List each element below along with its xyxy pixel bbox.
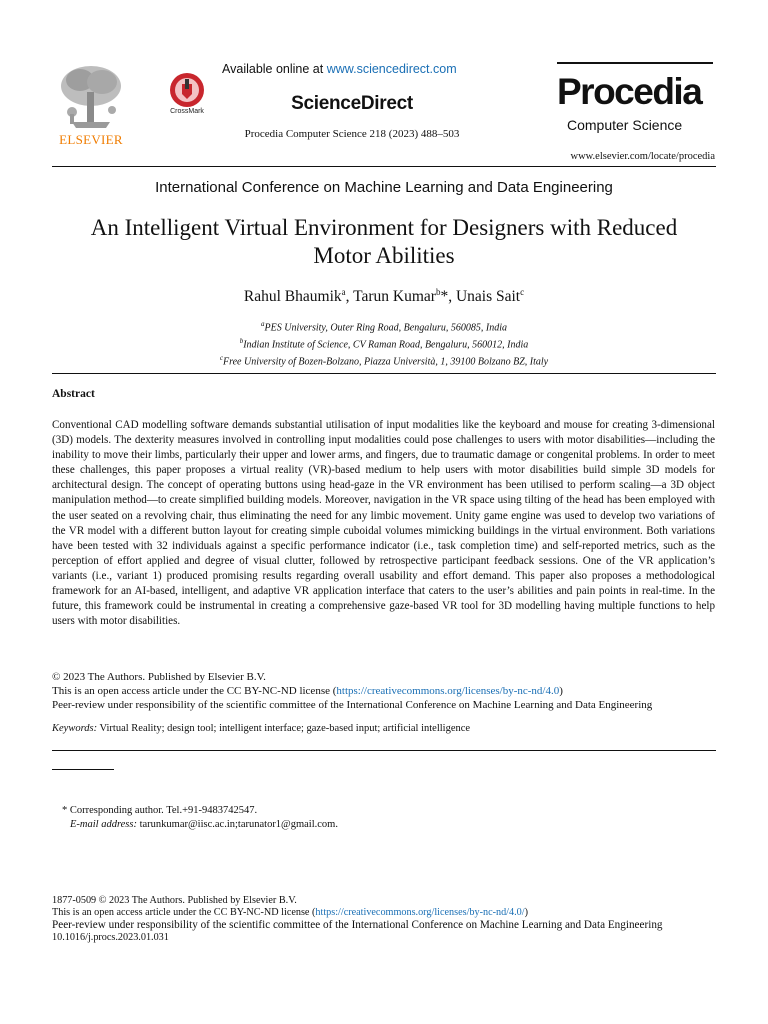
procedia-logo: Procedia [557,71,702,112]
peer-review-line: Peer-review under responsibility of the scientific committee of the International Conference on Machine Learning and Data Engineering [52,699,653,711]
affiliation: $^b$Indian Institute of Science, CV Raman Road, Bengaluru, 560012, India [239,336,529,351]
footer-license-link[interactable]: https://creativecommons.org/licenses/by-nc-nd/4.0/ [315,907,525,919]
affiliation: $^a$PES University, Outer Ring Road, Bengaluru, 560085, India [261,320,507,334]
license-link[interactable]: https://creativecommons.org/licenses/by-nc-nd/4.0 [336,685,560,697]
doi[interactable]: 10.1016/j.procs.2023.01.031 [52,932,169,944]
sciencedirect-brand: ScienceDirect [291,93,413,114]
sciencedirect-link[interactable]: www.sciencedirect.com [326,62,457,76]
author: Tarun Kumar$^b$*, [353,287,456,306]
abstract-bottom-rule [52,750,716,751]
affiliation: $^c$Free University of Bozen-Bolzano, Piazza Università, 1, 39100 Bolzano BZ, Italy [219,353,549,367]
paper-title [52,214,716,270]
journal-reference: Procedia Computer Science 218 (2023) 488–503 [244,128,460,140]
available-online-line [222,62,482,76]
title-line-2: Motor Abilities [313,243,455,268]
affiliations [52,318,716,368]
procedia-subtitle: Computer Science [567,117,683,133]
email-label: E-mail address: [70,819,137,830]
footer-license-line: This is an open access article under the CC BY-NC-ND license (https://creativecommons.org/licenses/by-nc-nd/4.0/) [52,907,528,919]
available-prefix: Available online at [222,62,327,76]
author-list [52,287,716,306]
copyright-block [52,670,716,712]
title-line-1: An Intelligent Virtual Environment for Designers with Reduced [90,215,678,240]
license-line: This is an open access article under the CC BY-NC-ND license (https://creativecommons.org/licenses/by-nc-nd/4.0) [52,685,563,697]
email-note [70,819,338,830]
author: Unais Sait$^c$ [455,287,525,306]
keywords-label: Keywords: [52,723,98,734]
keywords [52,723,716,734]
header-divider [52,166,716,167]
author: Rahul Bhaumik$^a$, [243,287,354,306]
journal-url[interactable]: www.elsevier.com/locate/procedia [570,151,715,162]
abstract-heading: Abstract [52,388,95,400]
conference-name: International Conference on Machine Learning and Data Engineering [155,179,613,196]
publisher-name: ELSEVIER [59,132,123,147]
abstract-text: Conventional CAD modelling software demands substantial utilisation of input modalities like the keyboard and mouse for creating 3-dimensional (3D) models. The dexterity measures involved in controlling input modalities could pose challenges to users with motor disabilities—including the inability to move their limbs, particularly their upper and lower arms, and fingers, due to traumatic damage or congenital problems. In order to meet these challenges, this paper proposes a virtual reality (VR)-based medium to help users with motor disabilities build simple 3D models for architectural design. The concept of operating buttons using head-gaze in the VR environment has been utilised to perform scaling—a 3D object manipulation method—to create simplified building models. Moreover, navigation in the VR space using tilting of the head has been employed with the user seated on a revolving chair, thus eliminating the need for any limbic movement. Unity game engine was used to develop two variations of the VR model with a different button layout for creating simple cuboidal volumes mimicking buildings in the virtual environment. Both variations have been tested with 32 individuals against a specific performance indicator (i.e., task completion time) and self-reported metrics, such as the perception of effort applied and degree of visual clutter, followed by retrospective participant feedback sessions. One of the VR application’s variants (i.e., variant 1) produced promising results regarding overall usability and effort demand. This paper also proposes a methodological framework for an AI-based, intelligent, and adaptive VR application interface that caters to the user’s abilities and pain points in real-time. In the future, this framework could be instrumental in creating a comprehensive gaze-based VR tool for 3D modelling having multiple functions to help users with motor disabilities. [52,419,715,628]
copyright-line: © 2023 The Authors. Published by Elsevier B.V. [52,671,266,683]
issn-line: 1877-0509 © 2023 The Authors. Published by Elsevier B.V. [52,895,297,906]
crossmark-label: CrossMark [170,108,204,115]
page-footer [52,895,716,944]
footnote-rule [52,769,114,770]
keywords-list: Virtual Reality; design tool; intelligent interface; gaze-based input; artificial intelligence [97,723,471,734]
corresponding-author-note: * Corresponding author. Tel.+91-9483742547. [62,805,258,816]
abstract-top-rule [52,373,716,374]
email-address[interactable]: tarunkumar@iisc.ac.in;tarunator1@gmail.com. [136,819,338,830]
footer-peer-review: Peer-review under responsibility of the scientific committee of the International Conference on Machine Learning and Data Engineering [52,919,663,932]
